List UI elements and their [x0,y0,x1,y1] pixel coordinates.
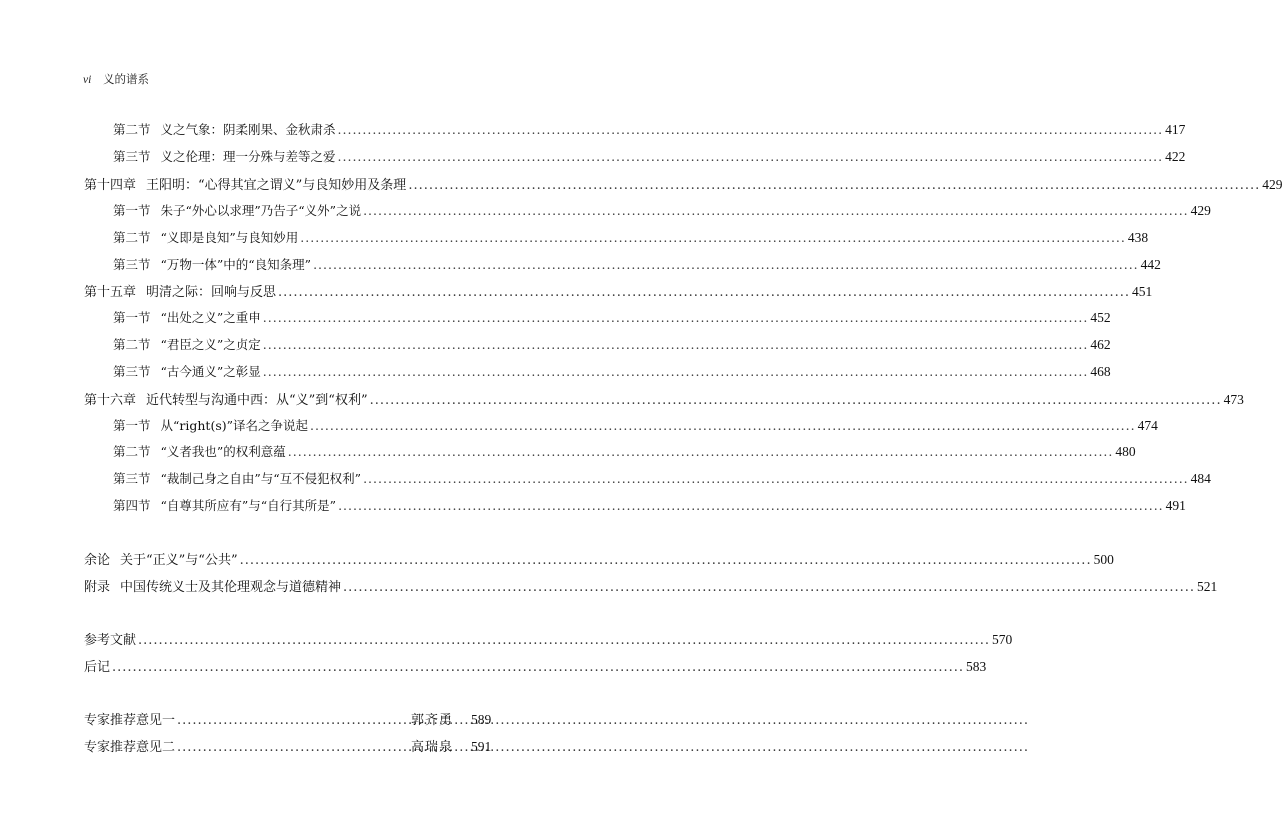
section-number: 第一节 [113,310,151,325]
toc-entry-section[interactable] [113,201,1211,219]
toc-entry-section[interactable] [113,120,1186,138]
leader-dots [263,337,1089,352]
entry-title: 专家推荐意见一 [84,713,176,728]
header-page-number: vi [83,74,92,86]
page-number: 589 [471,712,492,727]
page-number: 480 [1115,444,1136,459]
toc-entry-section[interactable] [113,416,1158,434]
section-title: “义者我也”的权利意蕴 [160,444,286,459]
toc-entry-section[interactable] [113,335,1111,353]
leader-dots [240,553,1092,568]
toc-entry-chapter[interactable] [84,389,1244,408]
toc-entry-section[interactable] [113,228,1149,246]
page-number: 451 [1132,284,1153,299]
page-number: 417 [1165,122,1186,137]
section-number: 第三节 [113,471,151,486]
section-title: “出处之义”之重申 [160,310,261,325]
leader-dots [278,285,1130,300]
running-header [83,71,149,87]
section-title: “古今通义”之彰显 [160,364,261,379]
page-number: 462 [1090,337,1111,352]
page-number: 468 [1090,364,1111,379]
chapter-title: 王阳明：“心得其宜之谓义”与良知妙用及条理 [146,178,407,193]
section-number: 第二节 [113,444,151,459]
toc-entry-expert-opinion[interactable] [84,736,491,755]
entry-title: 参考文献 [84,633,137,648]
leader-dots [263,364,1089,379]
section-title: “裁制己身之自由”与“互不侵犯权利” [160,471,362,486]
section-number: 第二节 [113,122,151,137]
leader-dots [300,230,1126,245]
page-number: 491 [1165,498,1186,513]
leader-dots [313,257,1139,272]
leader-dots [338,149,1164,164]
section-title: 义之气象：阴柔刚果、金秋肃杀 [160,122,336,137]
section-number: 第四节 [113,498,151,513]
toc-entry-chapter[interactable] [84,281,1153,300]
toc-entry-section[interactable] [113,255,1161,273]
section-number: 第三节 [113,257,151,272]
leader-dots [363,203,1189,218]
section-title: “君臣之义”之贞定 [160,337,261,352]
chapter-title: 明清之际：回响与反思 [146,285,277,300]
part-label: 余论 [84,553,111,568]
page-number: 500 [1093,552,1114,567]
section-number: 第三节 [113,364,151,379]
page-number: 438 [1127,230,1149,245]
page-number: 422 [1165,149,1186,164]
toc-entry-chapter[interactable] [84,174,1283,193]
toc-entry-expert-opinion[interactable] [84,709,491,728]
page-number: 591 [471,739,492,754]
page-number: 429 [1190,203,1211,218]
page-number: 473 [1223,392,1244,407]
toc-entry-section[interactable] [113,147,1186,165]
page-number: 583 [965,659,987,674]
header-book-title: 义的谱系 [102,72,149,86]
section-title: “万物一体”中的“良知条理” [160,257,312,272]
section-title: 从“right(s)”译名之争说起 [160,418,309,433]
chapter-number: 第十六章 [84,393,137,408]
leader-dots [363,471,1189,486]
toc-entry-section[interactable] [113,308,1111,326]
page-number: 474 [1137,418,1158,433]
leader-dots [338,498,1164,513]
section-number: 第一节 [113,418,151,433]
page-number: 452 [1090,310,1111,325]
leader-dots [112,660,964,675]
section-number: 第三节 [113,149,151,164]
page-number: 570 [991,632,1013,647]
section-title: “自尊其所应有”与“自行其所是” [160,498,337,513]
toc-entry-section[interactable] [113,469,1211,487]
entry-title: 后记 [84,660,111,675]
toc-entry-epilogue[interactable] [84,549,1114,568]
leader-dots [138,633,990,648]
leader-dots [310,418,1136,433]
leader-dots [408,178,1260,193]
entry-title: 专家推荐意见二 [84,740,176,755]
leader-dots [338,122,1164,137]
entry-title: 关于“正义”与“公共” [120,553,238,568]
section-number: 第二节 [113,230,151,245]
leader-dots [177,740,399,755]
page-number: 442 [1140,257,1161,272]
page-number: 429 [1262,177,1283,192]
chapter-number: 第十四章 [84,178,137,193]
page-number: 484 [1190,471,1211,486]
chapter-number: 第十五章 [84,285,137,300]
leader-dots [343,580,1195,595]
section-number: 第二节 [113,337,151,352]
toc-entry-section[interactable] [113,442,1136,460]
expert-name: 郭齐勇 [411,713,454,728]
expert-name: 高瑞泉 [411,740,454,755]
section-title: 义之伦理：理一分殊与差等之爱 [160,149,336,164]
toc-entry-postscript[interactable] [84,656,987,675]
page-number: 521 [1197,579,1218,594]
leader-dots [370,393,1222,408]
leader-dots [177,713,399,728]
toc-entry-appendix[interactable] [84,576,1218,595]
chapter-title: 近代转型与沟通中西：从“义”到“权利” [146,393,368,408]
section-number: 第一节 [113,203,151,218]
toc-entry-section[interactable] [113,496,1186,514]
leader-dots [263,310,1089,325]
entry-title: 中国传统义士及其伦理观念与道德精神 [120,580,342,595]
toc-entry-references[interactable] [84,629,1013,648]
part-label: 附录 [84,580,111,595]
leader-dots [288,444,1114,459]
toc-entry-section[interactable] [113,362,1111,380]
section-title: 朱子“外心以求理”乃告子“义外”之说 [160,203,362,218]
section-title: “义即是良知”与良知妙用 [160,230,299,245]
